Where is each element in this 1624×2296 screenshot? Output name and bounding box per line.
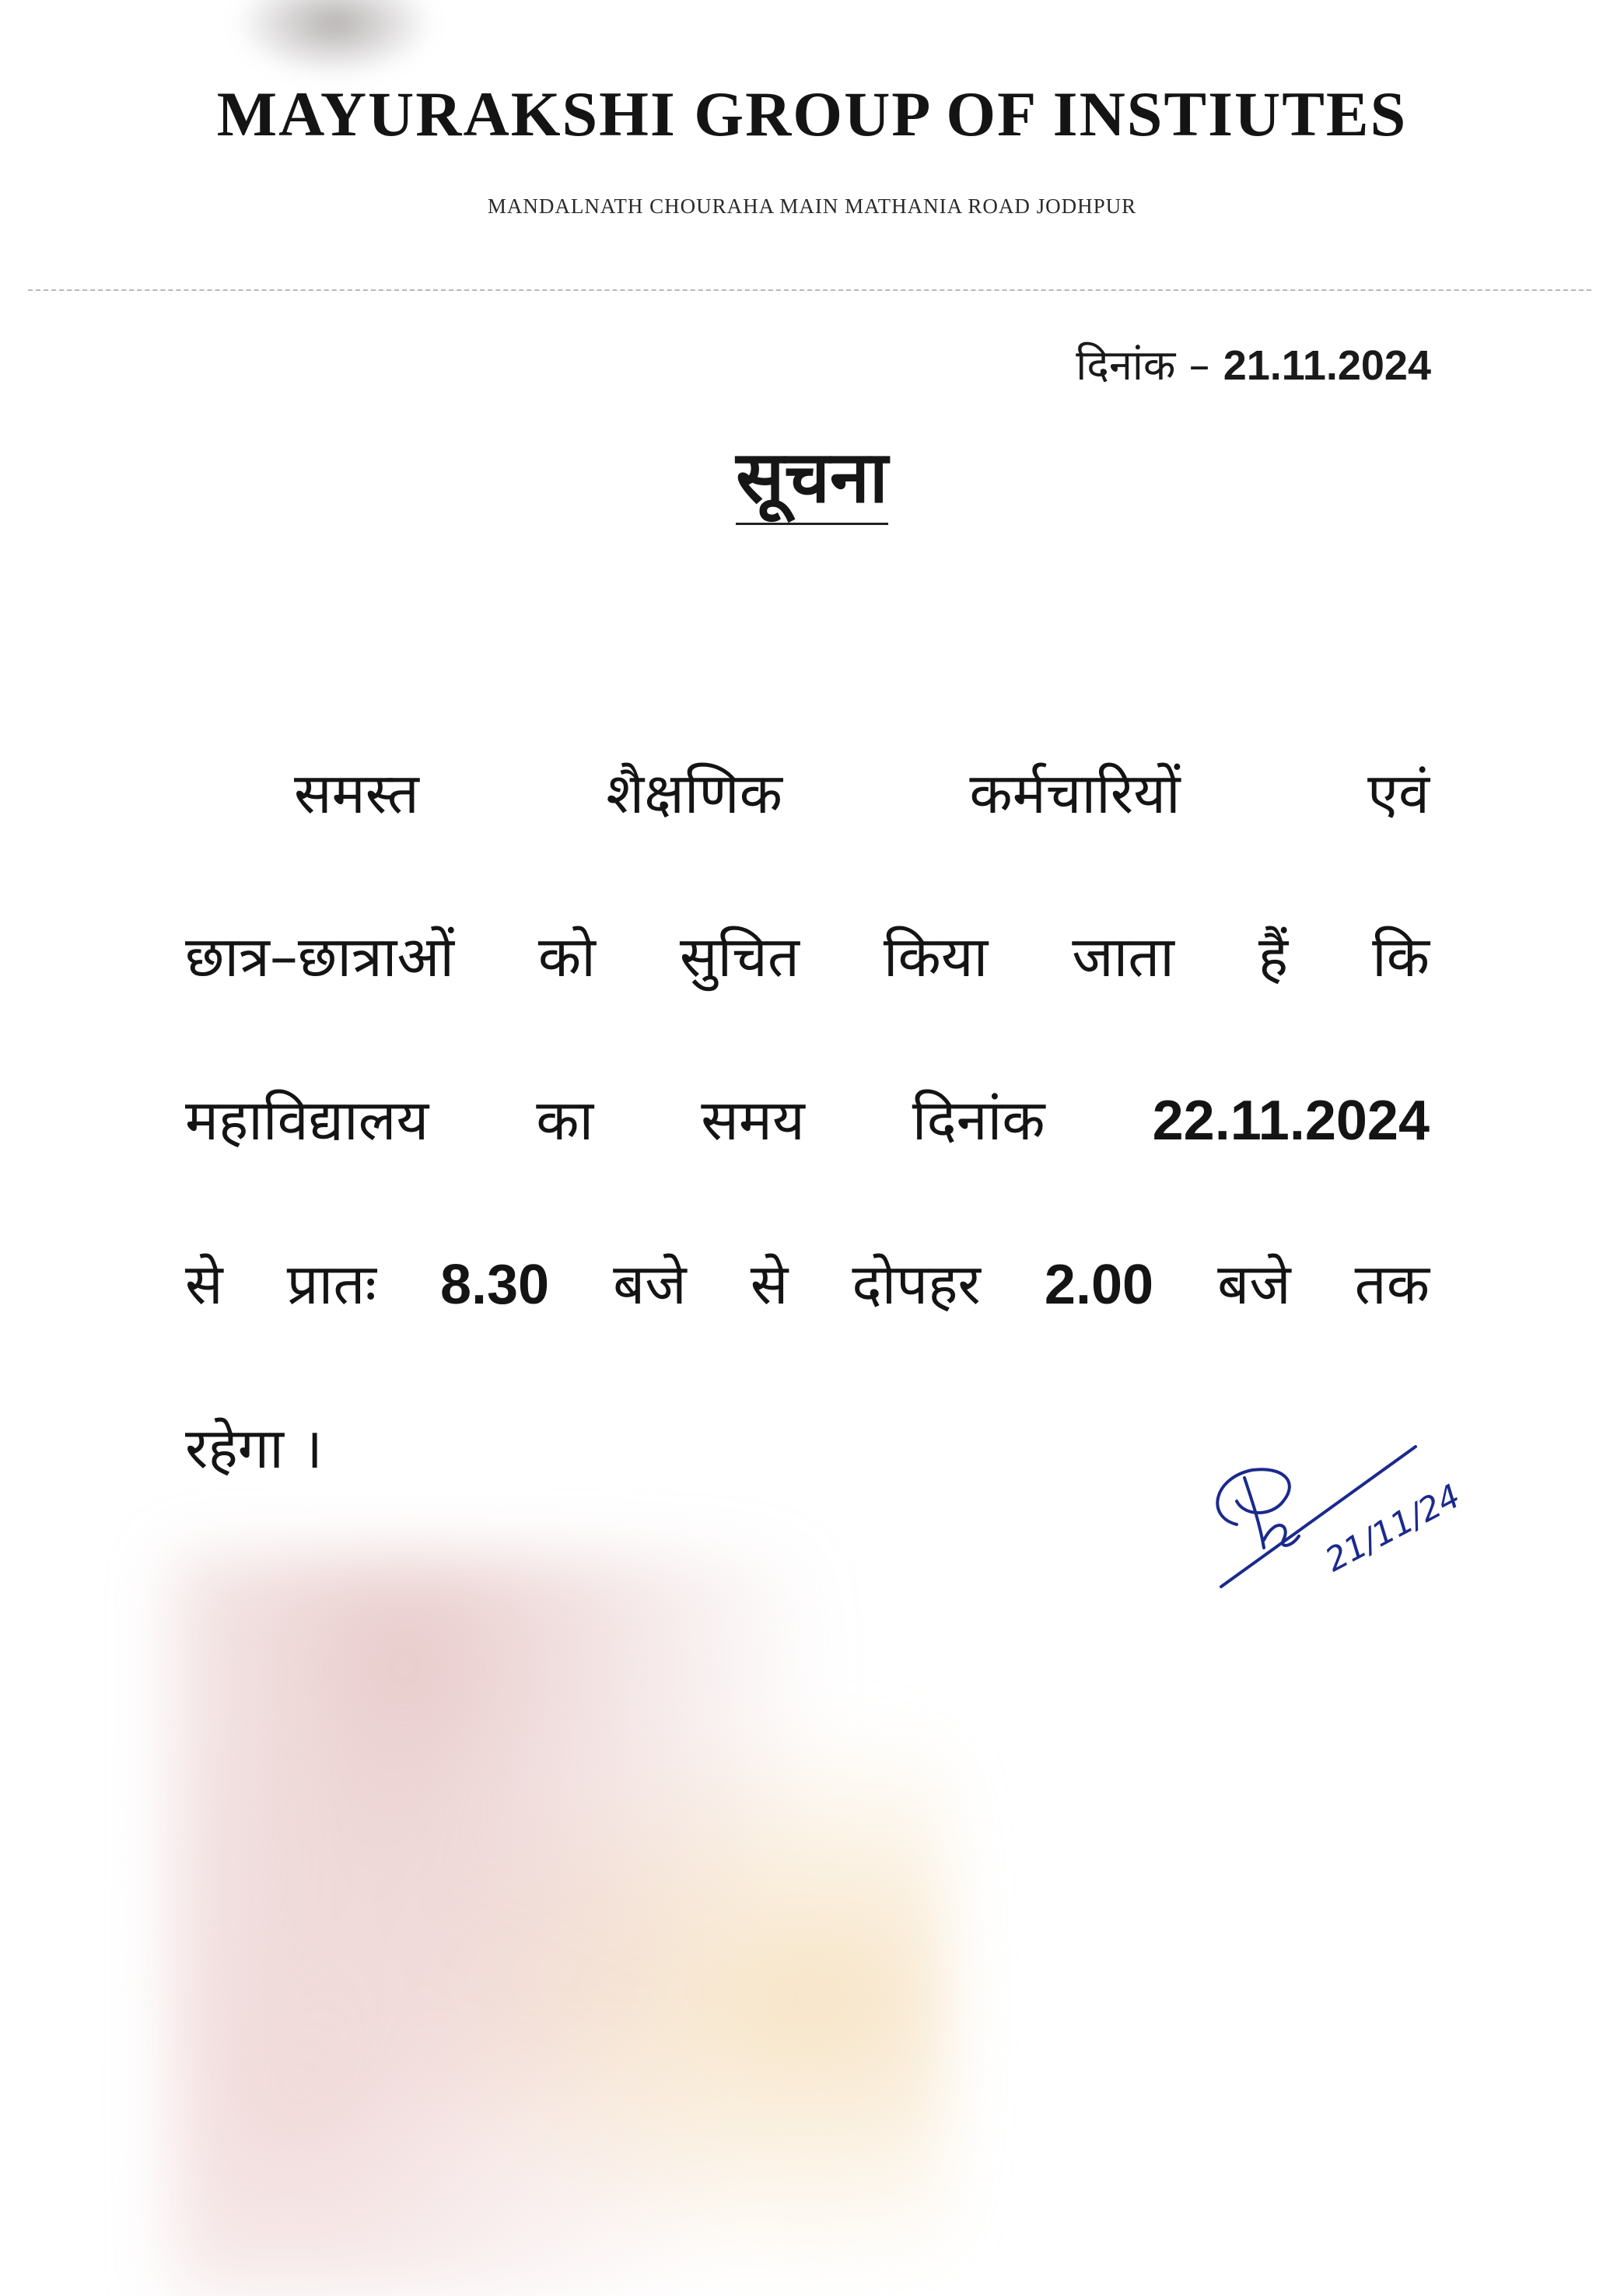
notice-date — [1076, 334, 1431, 392]
word: किया — [883, 924, 989, 989]
institute-address: MANDALNATH CHOURAHA MAIN MATHANIA ROAD JODHPUR — [487, 194, 1137, 218]
word: को — [537, 924, 596, 989]
word: दोपहर — [852, 1251, 981, 1317]
word: शैक्षणिक — [606, 761, 782, 826]
word: प्रातः — [286, 1251, 376, 1317]
notice-title — [0, 436, 1624, 525]
start-time: 8.30 — [439, 1254, 550, 1316]
effective-date: 22.11.2024 — [1152, 1090, 1430, 1152]
institute-name: MAYURAKSHI GROUP OF INSTIUTES — [216, 79, 1408, 149]
date-value: 21.11.2024 — [1223, 342, 1431, 389]
word: बजे — [613, 1251, 687, 1317]
scan-shadow — [233, 0, 436, 78]
word: हैं — [1258, 924, 1289, 989]
word: छात्र–छात्राओं — [185, 924, 454, 989]
word: कि — [1372, 924, 1430, 989]
word: दिनांक — [912, 1087, 1045, 1153]
word: से — [185, 1251, 223, 1317]
word: एवं — [1367, 761, 1430, 826]
word: से — [750, 1251, 789, 1317]
word: तक — [1354, 1251, 1430, 1317]
body-line-1 — [185, 712, 1430, 875]
scan-color-stain — [171, 1556, 949, 2296]
date-label: दिनांक – — [1076, 341, 1210, 390]
signature-date: 21/11/24 — [1318, 1476, 1467, 1580]
word: समस्त — [294, 761, 419, 826]
word: सुचित — [679, 924, 800, 989]
notice-body — [185, 712, 1430, 1530]
body-line-2 — [185, 875, 1430, 1038]
word: कर्मचारियों — [969, 761, 1181, 826]
word: का — [536, 1087, 594, 1153]
body-line-5: रहेगा । — [185, 1416, 324, 1481]
word: बजे — [1217, 1251, 1291, 1317]
body-line-3 — [185, 1038, 1430, 1202]
header-divider — [28, 289, 1591, 291]
word: महाविद्यालय — [185, 1087, 429, 1153]
handwritten-signature — [1190, 1423, 1486, 1594]
end-time: 2.00 — [1044, 1254, 1154, 1316]
notice-title-text: सूचना — [736, 438, 888, 525]
body-line-4 — [185, 1202, 1430, 1367]
word: समय — [701, 1087, 805, 1153]
word: जाता — [1072, 924, 1174, 989]
